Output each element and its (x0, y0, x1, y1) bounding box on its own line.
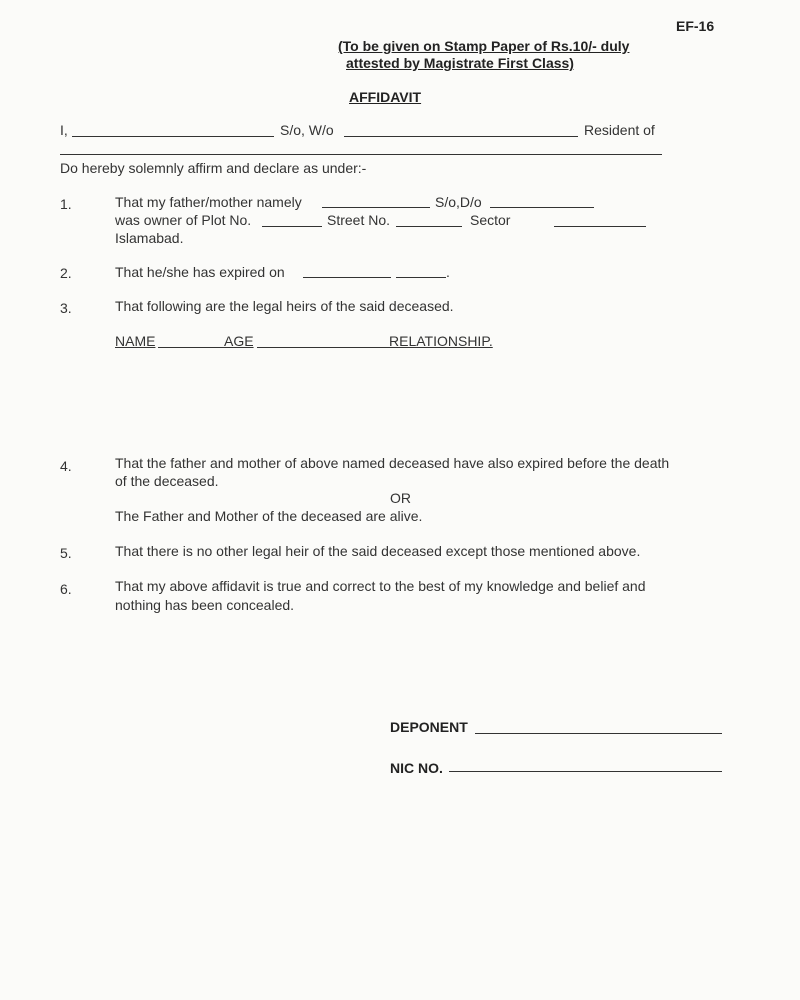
deponent-label: DEPONENT (390, 719, 468, 735)
item-4-or: OR (390, 490, 411, 506)
relation-label: S/o, W/o (280, 122, 334, 138)
form-code: EF-16 (676, 18, 715, 34)
name-blank[interactable] (72, 136, 274, 137)
parent-name-blank[interactable] (322, 207, 430, 208)
item-4-number: 4. (60, 458, 72, 474)
page-title: AFFIDAVIT (349, 89, 422, 105)
item-1-plot-label: was owner of Plot No. (115, 212, 252, 228)
item-6-line1: That my above affidavit is true and correct to the best of my knowledge and belief and (115, 578, 646, 594)
item-4-line2: of the deceased. (115, 473, 219, 489)
item-1-text-a: That my father/mother namely (115, 194, 302, 210)
item-1-street-label: Street No. (327, 212, 391, 228)
relation-name-blank[interactable] (344, 136, 578, 137)
item-5-text: That there is no other legal heir of the said deceased except those mentioned above. (115, 543, 641, 559)
item-3-text: That following are the legal heirs of the said deceased. (115, 298, 454, 314)
item-1-text-b: S/o,D/o (435, 194, 482, 210)
sector-blank[interactable] (554, 226, 646, 227)
nic-label: NIC NO. (390, 760, 443, 776)
resident-label: Resident of (584, 122, 655, 138)
street-no-blank[interactable] (396, 226, 462, 227)
stamp-instruction-line1: (To be given on Stamp Paper of Rs.10/- duly (338, 38, 630, 54)
item-6-number: 6. (60, 581, 72, 597)
item-3-number: 3. (60, 300, 72, 316)
item-4-line1: That the father and mother of above named deceased have also expired before the death (115, 455, 670, 471)
parent-relation-blank[interactable] (490, 207, 594, 208)
item-1-sector-label: Sector (470, 212, 511, 228)
item-5-number: 5. (60, 545, 72, 561)
address-blank[interactable] (60, 154, 662, 155)
item-2-number: 2. (60, 265, 72, 281)
item-6-line2: nothing has been concealed. (115, 597, 295, 613)
heirs-col-age: AGE (224, 333, 254, 349)
i-label: I, (60, 122, 68, 138)
item-2-end: . (446, 264, 450, 280)
heirs-header-rule-2 (257, 347, 389, 348)
plot-no-blank[interactable] (262, 226, 322, 227)
heirs-header-rule-1 (158, 347, 224, 348)
expiry-date-blank[interactable] (303, 277, 391, 278)
item-1-city: Islamabad. (115, 230, 184, 246)
heirs-col-relationship: RELATIONSHIP. (389, 333, 493, 349)
deponent-signature-blank[interactable] (475, 733, 722, 734)
item-1-number: 1. (60, 196, 72, 212)
heirs-col-name: NAME (115, 333, 156, 349)
item-2-text: That he/she has expired on (115, 264, 285, 280)
nic-number-blank[interactable] (449, 771, 722, 772)
stamp-instruction-line2: attested by Magistrate First Class) (346, 55, 574, 71)
declaration-text: Do hereby solemnly affirm and declare as under:- (60, 160, 367, 176)
expiry-year-blank[interactable] (396, 277, 446, 278)
item-4-line3: The Father and Mother of the deceased are alive. (115, 508, 423, 524)
